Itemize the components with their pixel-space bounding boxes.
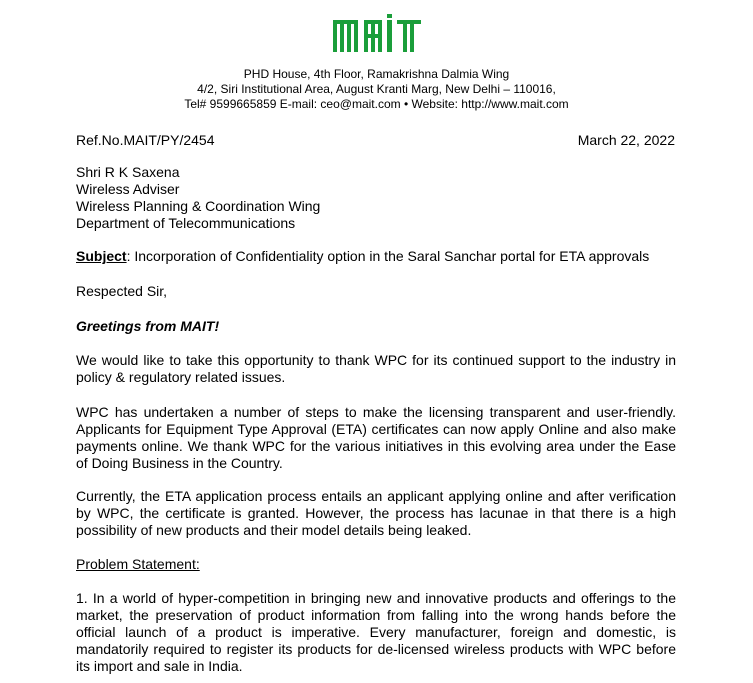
paragraph: Currently, the ETA application process entails an applicant applying online and after verification by WPC, the certificate is granted. However, the process has lacunae in that there is a high possibility of new products and their model details being leaked.: [76, 488, 676, 538]
paragraph: 1. In a world of hyper-competition in bringing new and innovative products and offerings to the market, the preservation of product information from falling into the wrong hands before the official launch of a product is imperative. Every manufacturer, foreign and domestic, is mandatorily required to register its products for de-licensed wireless products with WPC before its import and sale in India.: [76, 590, 676, 674]
salutation: Respected Sir,: [76, 283, 168, 299]
subject-label: Subject: [76, 248, 127, 264]
mait-logo: [0, 14, 753, 59]
addressee-line: Department of Telecommunications: [76, 215, 296, 231]
subject-line: [76, 248, 676, 265]
letterhead-address-line1: PHD House, 4th Floor, Ramakrishna Dalmia Wing: [243, 67, 510, 81]
letterhead-contact-line: Tel# 9599665859 E-mail: ceo@mait.com • Website: http://www.mait.com: [184, 97, 569, 111]
reference-number: Ref.No.MAIT/PY/2454: [76, 132, 215, 148]
paragraph: We would like to take this opportunity to thank WPC for its continued support to the industry in policy & regulatory related issues.: [76, 352, 676, 385]
mait-logo-icon: [331, 14, 423, 54]
addressee-line: Shri R K Saxena: [76, 164, 180, 180]
addressee-line: Wireless Adviser: [76, 181, 180, 197]
greeting: Greetings from MAIT!: [76, 318, 220, 334]
letterhead-address-line2: 4/2, Siri Institutional Area, August Kranti Marg, New Delhi – 110016,: [197, 82, 556, 96]
addressee-line: Wireless Planning & Coordination Wing: [76, 198, 321, 214]
letter-date: March 22, 2022: [577, 132, 675, 148]
paragraph: WPC has undertaken a number of steps to make the licensing transparent and user-friendly. Applicants for Equipment Type Approval (ETA) certificates can now apply Online and also make payments online. We thank WPC for the various initiatives in this evolving area under the Ease of Doing Business in the Country.: [76, 404, 676, 471]
addressee-block: [76, 164, 676, 232]
subject-text: : Incorporation of Confidentiality option in the Saral Sanchar portal for ETA approvals: [126, 248, 650, 264]
problem-statement-heading: Problem Statement:: [76, 556, 200, 572]
